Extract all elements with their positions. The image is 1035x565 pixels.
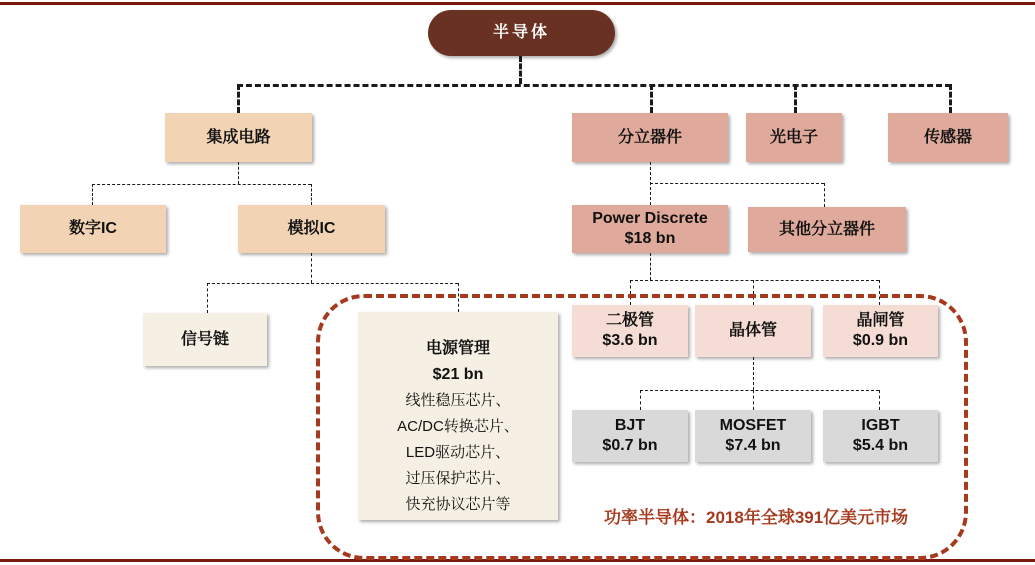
tree-connector	[207, 283, 458, 284]
tree-connector	[640, 390, 879, 391]
node-label: 集成电路	[206, 128, 271, 146]
node-label: 模拟IC	[287, 220, 336, 237]
node-value: $18 bn	[624, 230, 676, 247]
node-value: $0.9 bn	[852, 332, 909, 349]
tree-connector	[824, 183, 825, 207]
tree-connector	[753, 357, 754, 390]
node-signal-chain	[143, 313, 267, 366]
tree-connector	[879, 390, 880, 410]
tree-connector	[650, 84, 653, 113]
node-igbt	[823, 410, 938, 462]
node-detail-line: 快充协议芯片等	[405, 496, 511, 513]
node-value: $7.4 bn	[725, 437, 781, 454]
tree-connector	[650, 183, 824, 184]
node-bjt	[572, 410, 688, 462]
node-label: 光电子	[769, 128, 818, 146]
node-sensors	[888, 113, 1008, 162]
node-label: MOSFET	[719, 417, 787, 434]
node-label: 数字IC	[68, 220, 117, 237]
node-label: 分立器件	[617, 128, 682, 146]
node-analog-ic	[238, 205, 385, 253]
tree-connector	[237, 84, 951, 87]
node-label: 传感器	[923, 128, 972, 146]
node-digital-ic	[20, 205, 166, 253]
node-value: $0.7 bn	[602, 437, 658, 454]
tree-connector	[238, 162, 239, 184]
node-value: $21 bn	[432, 366, 484, 383]
node-label: 二极管	[605, 312, 654, 329]
tree-connector	[650, 253, 651, 280]
node-label: 电源管理	[425, 340, 490, 357]
node-label: 晶体管	[728, 322, 777, 339]
node-label: 信号链	[180, 330, 229, 348]
tree-connector	[794, 84, 797, 113]
tree-connector	[311, 184, 312, 205]
tree-connector	[949, 84, 952, 113]
node-label: BJT	[614, 417, 646, 434]
node-detail-line: 过压保护芯片、	[405, 470, 511, 487]
power-semiconductor-market-note: 功率半导体：2018年全球391亿美元市场	[604, 508, 909, 527]
node-thyristor	[823, 305, 938, 357]
node-value: $3.6 bn	[602, 332, 658, 349]
tree-connector	[207, 283, 208, 313]
node-detail-line: AC/DC转换芯片、	[397, 418, 519, 435]
node-integrated-circuit	[165, 113, 312, 162]
tree-connector	[237, 84, 240, 113]
tree-connector	[640, 390, 641, 410]
node-label: IGBT	[861, 417, 900, 434]
tree-connector	[92, 184, 93, 205]
node-mosfet	[695, 410, 811, 462]
tree-connector	[311, 253, 312, 283]
node-transistor	[695, 305, 811, 357]
node-detail-line: 线性稳压芯片、	[405, 392, 511, 409]
tree-connector	[753, 390, 754, 410]
node-label: 其他分立器件	[778, 220, 875, 238]
top-border-rule	[0, 2, 1035, 5]
node-value: $5.4 bn	[852, 437, 909, 454]
node-power-discrete	[572, 205, 728, 253]
node-other-discrete	[748, 207, 906, 252]
node-diode	[572, 305, 688, 357]
tree-connector	[630, 280, 879, 281]
node-detail-line: LED驱动芯片、	[405, 444, 511, 461]
node-optoelectronics	[746, 113, 842, 162]
node-discrete-devices	[572, 113, 728, 162]
node-label: Power Discrete	[592, 210, 708, 227]
node-power-management	[358, 312, 558, 520]
node-semiconductor	[428, 10, 615, 56]
tree-connector	[519, 56, 522, 84]
node-label: 晶闸管	[856, 312, 905, 329]
tree-connector	[92, 184, 311, 185]
node-label: 半导体	[492, 24, 550, 41]
